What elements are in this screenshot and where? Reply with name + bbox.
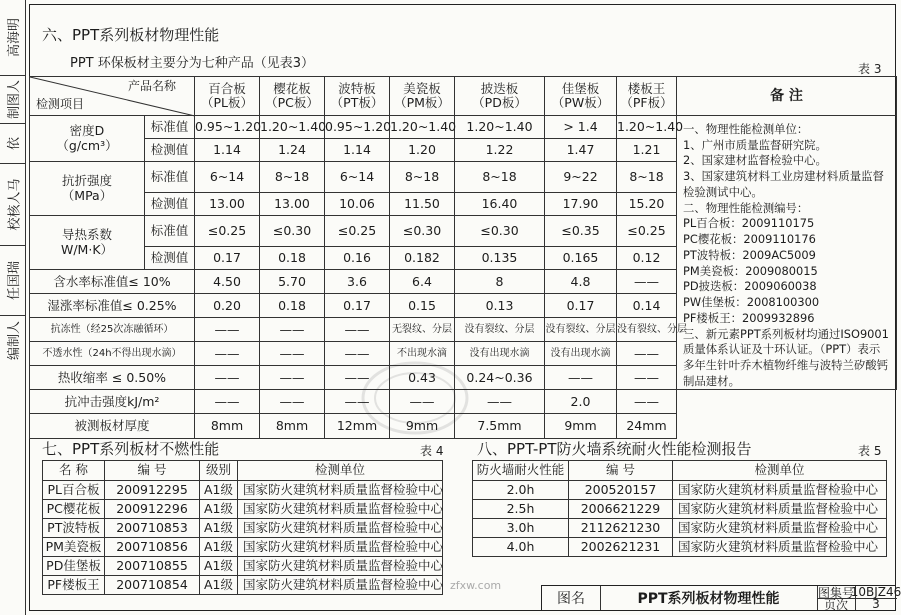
cell: 国家防火建筑材料质量监督检验中心: [238, 481, 443, 500]
table-row: [43, 481, 443, 500]
cell: 2002621231: [569, 538, 673, 557]
density-test-value: 1.14: [195, 139, 260, 162]
moisture-value: 4.8: [545, 270, 617, 294]
wet-expansion-value: 0.14: [617, 294, 677, 318]
sidebar-cell: 任国瑞: [0, 245, 25, 316]
remarks-cell: [677, 116, 897, 390]
strength-test-value: 15.20: [617, 193, 677, 216]
shrinkage-label: 热收缩率 ≤ 0.50%: [30, 366, 195, 390]
table-row: [473, 538, 887, 557]
frost-label: 抗冻性（经25次冻融循环）: [30, 318, 195, 342]
density-std-value: 1.20~1.40: [390, 116, 455, 139]
impermeability-label: 不透水性（24h不得出现水滴）: [30, 342, 195, 366]
moisture-label: 含水率标准值≤ 10%: [30, 270, 195, 294]
cell: 2.5h: [473, 500, 569, 519]
cell: PM美瓷板: [43, 538, 105, 557]
table4-header: 编 号: [105, 461, 200, 481]
atlas-number-label: 图集号: [817, 585, 854, 600]
shrinkage-value: ——: [617, 366, 677, 390]
moisture-value: ——: [617, 270, 677, 294]
product-code: （PC板）: [265, 95, 319, 110]
section8-heading: 八、PPT-PT防火墙系统耐火性能检测报告: [477, 440, 752, 458]
note-line: 3、国家建筑材料工业房建材料质量监督检验测试中心。: [683, 169, 884, 199]
cell: A1级: [200, 481, 238, 500]
note-line: PM美瓷板：2009080015: [683, 263, 818, 278]
thermal-std-value: ≤0.25: [195, 216, 260, 247]
cell: A1级: [200, 576, 238, 595]
shrinkage-value: 0.24~0.36: [455, 366, 545, 390]
cell: 200520157: [569, 481, 673, 500]
thermal-test-value: 0.17: [195, 247, 260, 270]
product-header: [260, 77, 325, 116]
drawing-title: PPT系列板材物理性能: [600, 586, 818, 610]
cell: PL百合板: [43, 481, 105, 500]
product-code: （PF板）: [620, 95, 673, 110]
remarks-header: 备 注: [677, 77, 897, 116]
product-code: （PL板）: [200, 95, 253, 110]
thermal-label-cell: [30, 216, 145, 270]
product-code: （PW板）: [551, 95, 610, 110]
impact-value: ——: [325, 390, 390, 414]
table-row: [43, 519, 443, 538]
impermeability-value: ——: [260, 342, 325, 366]
cell: A1级: [200, 538, 238, 557]
density-test-value: 1.22: [455, 139, 545, 162]
moisture-value: 8: [455, 270, 545, 294]
cell: A1级: [200, 500, 238, 519]
section7-heading: 七、PPT系列板材不燃性能: [42, 440, 220, 458]
cell: 200710854: [105, 576, 200, 595]
thermal-test-value: 0.18: [260, 247, 325, 270]
table5-header: 编 号: [569, 461, 673, 481]
std-label: 标准值: [145, 216, 195, 247]
cell: 国家防火建筑材料质量监督检验中心: [238, 500, 443, 519]
cell: 200710856: [105, 538, 200, 557]
strength-std-value: 8~18: [260, 162, 325, 193]
frost-value: 没有裂纹、分层: [617, 318, 677, 342]
impermeability-value: ——: [195, 342, 260, 366]
wet-expansion-label: 湿涨率标准值≤ 0.25%: [30, 294, 195, 318]
impact-value: 2.0: [545, 390, 617, 414]
wet-expansion-value: 0.20: [195, 294, 260, 318]
section6-subtitle: PPT 环保板材主要分为七种产品（见表3）: [70, 56, 315, 71]
thickness-value: 8mm: [260, 414, 325, 439]
corner-item-label: 检测项目: [36, 97, 85, 112]
page-number-label: 页次: [817, 598, 856, 610]
product-code: （PT板）: [330, 95, 384, 110]
impact-label: 抗冲击强度kJ/m²: [30, 390, 195, 414]
wet-expansion-value: 0.15: [390, 294, 455, 318]
density-std-value: 1.20~1.40: [260, 116, 325, 139]
density-test-value: 1.47: [545, 139, 617, 162]
product-header: [195, 77, 260, 116]
impact-value: ——: [195, 390, 260, 414]
cell: 2006621229: [569, 500, 673, 519]
table3-physical-properties: [29, 76, 897, 439]
thermal-std-value: ≤0.25: [617, 216, 677, 247]
cell: 国家防火建筑材料质量监督检验中心: [673, 500, 887, 519]
cell: 国家防火建筑材料质量监督检验中心: [238, 557, 443, 576]
cell: 200912295: [105, 481, 200, 500]
cell: PT波特板: [43, 519, 105, 538]
frost-value: ——: [260, 318, 325, 342]
thickness-value: 8mm: [195, 414, 260, 439]
shrinkage-value: ——: [325, 366, 390, 390]
cell: 3.0h: [473, 519, 569, 538]
thickness-value: 12mm: [325, 414, 390, 439]
note-line: PC樱花板：2009110176: [683, 232, 816, 247]
table4-header: 名 称: [43, 461, 105, 481]
page-number-value: 3: [872, 597, 880, 611]
density-test-value: 1.21: [617, 139, 677, 162]
product-header: [455, 77, 545, 116]
product-name: 美瓷板: [403, 80, 441, 96]
impact-value: ——: [390, 390, 455, 414]
impact-value: ——: [617, 390, 677, 414]
cell: A1级: [200, 557, 238, 576]
impermeability-value: ——: [325, 342, 390, 366]
note-line: PL百合板：2009110175: [683, 216, 815, 231]
strength-std-value: 8~18: [390, 162, 455, 193]
moisture-value: 3.6: [325, 270, 390, 294]
wet-expansion-value: 0.13: [455, 294, 545, 318]
note-line: PT波特板：2009AC5009: [683, 247, 816, 262]
frost-value: 没有裂纹、分层: [455, 318, 545, 342]
sidebar-cell: 制图人: [0, 75, 25, 124]
impermeability-value: 不出现水滴: [390, 342, 455, 366]
strength-label: 抗折强度: [61, 173, 112, 189]
product-code: （PM板）: [394, 95, 450, 110]
shrinkage-value: 0.43: [390, 366, 455, 390]
product-name: 百合板: [208, 80, 246, 96]
table3-number: 表 3: [858, 62, 882, 76]
density-test-value: 1.20: [390, 139, 455, 162]
strength-test-value: 13.00: [195, 193, 260, 216]
impact-value: ——: [455, 390, 545, 414]
moisture-value: 5.70: [260, 270, 325, 294]
wet-expansion-value: 0.17: [325, 294, 390, 318]
wet-expansion-value: 0.17: [545, 294, 617, 318]
corner-product-label: 产品名称: [127, 79, 176, 93]
thermal-test-value: 0.135: [455, 247, 545, 270]
std-label: 标准值: [145, 162, 195, 193]
strength-std-value: 8~18: [455, 162, 545, 193]
strength-std-value: 9~22: [545, 162, 617, 193]
test-label: 检测值: [145, 247, 195, 270]
table-row: [473, 519, 887, 538]
thickness-value: 9mm: [390, 414, 455, 439]
impermeability-value: ——: [617, 342, 677, 366]
strength-std-value: 6~14: [195, 162, 260, 193]
cell: 200710853: [105, 519, 200, 538]
table-row: [473, 481, 887, 500]
sidebar-cell: 依: [0, 123, 25, 164]
cell: PF楼板王: [43, 576, 105, 595]
product-header: [325, 77, 390, 116]
note-line: 一、物理性能检测单位：: [683, 122, 809, 136]
table5-header: 检测单位: [673, 461, 887, 481]
strength-test-value: 13.00: [260, 193, 325, 216]
cell: A1级: [200, 519, 238, 538]
product-header: [390, 77, 455, 116]
density-std-value: 1.20~1.40: [617, 116, 677, 139]
product-name: 楼板王: [627, 80, 666, 96]
thickness-value: 9mm: [545, 414, 617, 439]
density-label-cell: [30, 116, 145, 162]
title-block-label: 图名: [542, 586, 601, 610]
density-std-value: 0.95~1.20: [325, 116, 390, 139]
density-label: 密度D: [69, 123, 105, 139]
product-name: 樱花板: [273, 80, 311, 96]
product-header: [545, 77, 617, 116]
density-unit: （g/cm³）: [56, 137, 118, 153]
cell: 2.0h: [473, 481, 569, 500]
note-line: 2、国家建材监督检验中心。: [683, 153, 827, 168]
sidebar-cell: 编制人: [7, 320, 23, 361]
note-line: PW佳堡板：2008100300: [683, 295, 820, 310]
table5-fire-resistance: [472, 460, 887, 557]
title-block: [541, 585, 901, 612]
thermal-label: 导热系数: [61, 227, 112, 243]
strength-unit: （MPa）: [61, 187, 113, 203]
thermal-test-value: 0.12: [617, 247, 677, 270]
product-code: （PD板）: [472, 95, 527, 110]
density-std-value: > 1.4: [545, 116, 617, 139]
cell: 4.0h: [473, 538, 569, 557]
density-test-value: 1.14: [325, 139, 390, 162]
cell: 国家防火建筑材料质量监督检验中心: [238, 576, 443, 595]
thermal-std-value: ≤0.30: [390, 216, 455, 247]
cell: 200912296: [105, 500, 200, 519]
note-line: 二、物理性能检测编号：: [683, 200, 809, 215]
table-row: [43, 538, 443, 557]
std-label: 标准值: [145, 116, 195, 139]
table-row: [473, 500, 887, 519]
density-test-value: 1.24: [260, 139, 325, 162]
thermal-std-value: ≤0.25: [325, 216, 390, 247]
note-line: PF楼板王：2009932896: [683, 310, 815, 325]
test-label: 检测值: [145, 193, 195, 216]
moisture-value: 6.4: [390, 270, 455, 294]
strength-label-cell: [30, 162, 145, 216]
table-row: [43, 557, 443, 576]
thermal-std-value: ≤0.35: [545, 216, 617, 247]
cell: 国家防火建筑材料质量监督检验中心: [238, 519, 443, 538]
frost-value: 无裂纹、分层: [390, 318, 455, 342]
wet-expansion-value: 0.18: [260, 294, 325, 318]
cell: 国家防火建筑材料质量监督检验中心: [673, 519, 887, 538]
sidebar-cell: 高海明: [0, 0, 25, 76]
thermal-std-value: ≤0.30: [260, 216, 325, 247]
table5-number: 表 5: [858, 444, 882, 458]
product-name: 波特板: [338, 80, 376, 96]
sidebar-cell: 校核人马: [0, 163, 25, 246]
table-row: [43, 500, 443, 519]
product-name: 佳堡板: [561, 80, 600, 96]
cell: 国家防火建筑材料质量监督检验中心: [673, 481, 887, 500]
strength-test-value: 10.06: [325, 193, 390, 216]
strength-test-value: 16.40: [455, 193, 545, 216]
shrinkage-value: ——: [545, 366, 617, 390]
atlas-number-value: 10BJZ46: [850, 585, 901, 599]
cell: 2112621230: [569, 519, 673, 538]
moisture-value: 4.50: [195, 270, 260, 294]
thermal-std-value: ≤0.30: [455, 216, 545, 247]
strength-test-value: 17.90: [545, 193, 617, 216]
product-name: 披迭板: [480, 80, 519, 96]
thermal-test-value: 0.182: [390, 247, 455, 270]
strength-test-value: 11.50: [390, 193, 455, 216]
shrinkage-value: ——: [195, 366, 260, 390]
sidebar-signature-strip: [0, 0, 26, 615]
thickness-value: 24mm: [617, 414, 677, 439]
frost-value: ——: [195, 318, 260, 342]
table4-number: 表 4: [420, 444, 444, 458]
strength-std-value: 8~18: [617, 162, 677, 193]
frost-value: ——: [325, 318, 390, 342]
test-label: 检测值: [145, 139, 195, 162]
shrinkage-value: ——: [260, 366, 325, 390]
frost-value: 没有裂纹、分层: [545, 318, 617, 342]
product-header: [617, 77, 677, 116]
table4-header: 检测单位: [238, 461, 443, 481]
cell: 国家防火建筑材料质量监督检验中心: [238, 538, 443, 557]
table5-header: 防火墙耐火性能: [473, 461, 569, 481]
note-line: 三、新元素PPT系列板材均通过ISO9001质量体系认证及十环认证。（PPT）表示多年生针叶乔木植物纤维与波特兰矽酸钙制品建材。: [683, 326, 889, 388]
strength-std-value: 6~14: [325, 162, 390, 193]
table4-header: 级别: [200, 461, 238, 481]
thickness-value: 7.5mm: [455, 414, 545, 439]
thermal-test-value: 0.16: [325, 247, 390, 270]
watermark-text: zfxw.com: [450, 579, 502, 592]
cell: PC樱花板: [43, 500, 105, 519]
impermeability-value: 没有出现水滴: [545, 342, 617, 366]
impermeability-value: 没有出现水滴: [455, 342, 545, 366]
cell: 国家防火建筑材料质量监督检验中心: [673, 538, 887, 557]
cell: 200710855: [105, 557, 200, 576]
table4-noncombustibility: [42, 460, 443, 595]
impact-value: ——: [260, 390, 325, 414]
density-std-value: 0.95~1.20: [195, 116, 260, 139]
section6-heading: 六、PPT系列板材物理性能: [42, 26, 220, 44]
table3-corner-cell: [30, 77, 195, 116]
table-row: [43, 576, 443, 595]
thermal-test-value: 0.165: [545, 247, 617, 270]
cell: PD佳堡板: [43, 557, 105, 576]
thermal-unit: W/M·K）: [60, 241, 114, 257]
note-line: PD披迭板：2009060038: [683, 279, 817, 294]
density-std-value: 1.20~1.40: [455, 116, 545, 139]
note-line: 1、广州市质量监督研究院。: [683, 137, 827, 152]
thickness-label: 被测板材厚度: [30, 414, 195, 439]
